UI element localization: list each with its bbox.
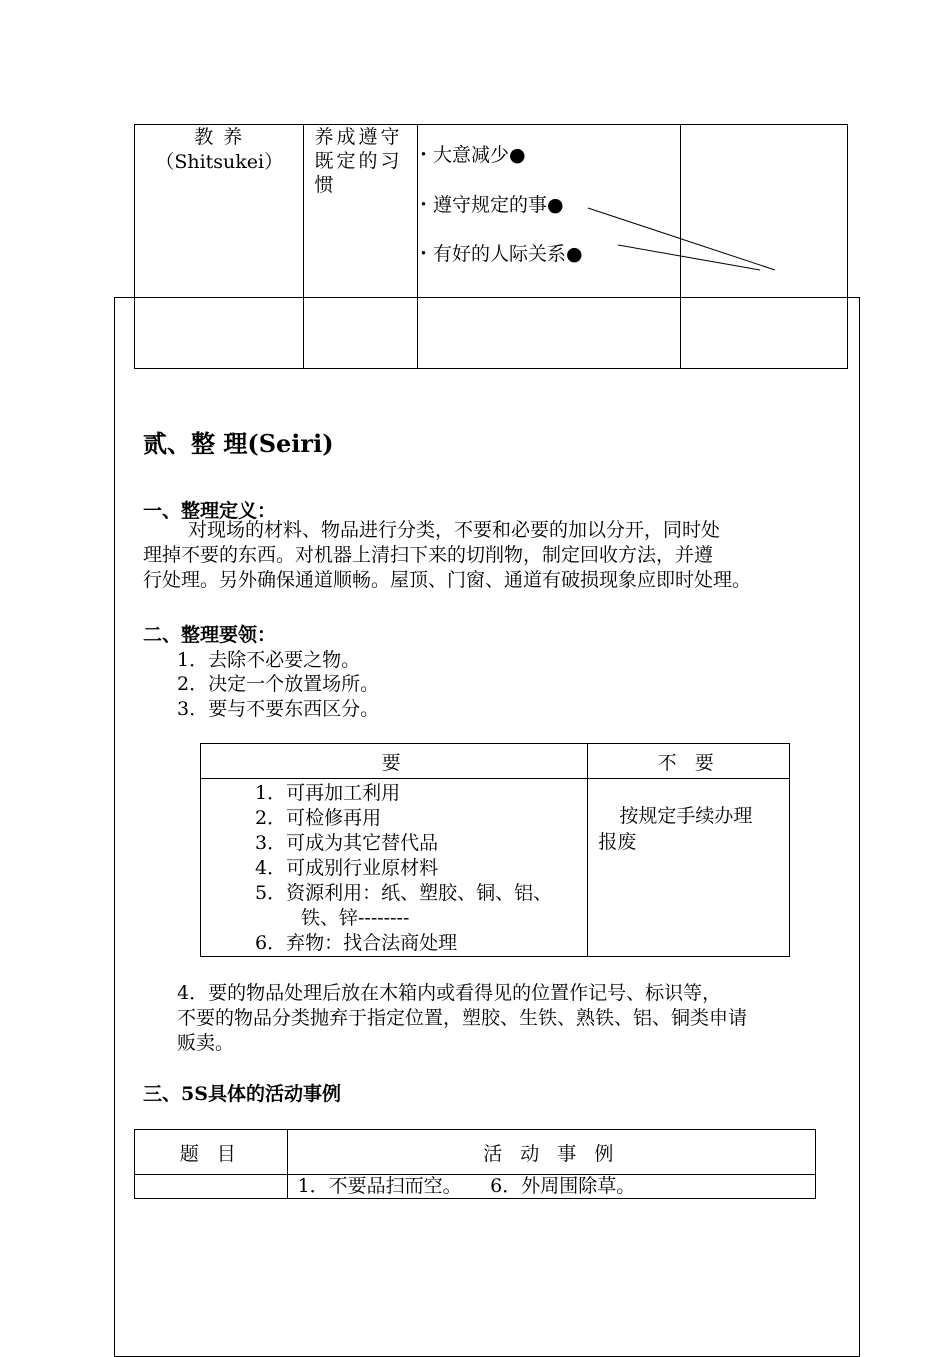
list-item: 2．决定一个放置场所。 bbox=[177, 673, 380, 695]
keep-item: 6．弃物：找合法商处理 bbox=[255, 932, 458, 954]
connector-line bbox=[588, 208, 775, 270]
section-title-essentials: 二、整理要领： bbox=[143, 624, 277, 646]
list-item: 3．要与不要东西区分。 bbox=[177, 698, 380, 720]
table-row bbox=[135, 1175, 816, 1199]
item-goal: 养成遵守既定的习惯 bbox=[314, 126, 403, 196]
keep-item: 4．可成别行业原材料 bbox=[255, 857, 439, 879]
chapter-heading: 贰、整 理(Seiri) bbox=[143, 429, 334, 458]
definition-line: 行处理。另外确保通道顺畅。屋顶、门窗、通道有破损现象应即时处理。 bbox=[143, 569, 752, 591]
keep-item: 2．可检修再用 bbox=[255, 807, 382, 829]
table-row bbox=[201, 779, 790, 957]
keep-item: 1．可再加工利用 bbox=[255, 782, 401, 804]
note-line: 4．要的物品处理后放在木箱内或看得见的位置作记号、标识等， bbox=[177, 982, 722, 1004]
empty-cell bbox=[304, 298, 417, 369]
item-name-cn: 教 养 bbox=[194, 126, 245, 148]
table-header-row bbox=[135, 1130, 816, 1175]
effect-bullet: ・有好的人际关系● bbox=[414, 243, 583, 265]
activity-examples-table bbox=[134, 1129, 816, 1199]
header-keep: 要 bbox=[201, 744, 588, 779]
discard-cell bbox=[588, 779, 790, 957]
section-title-definition: 一、整理定义： bbox=[143, 500, 277, 522]
section-title-examples: 三、5S具体的活动事例 bbox=[143, 1083, 341, 1105]
item-name-romaji: （Shitsukei） bbox=[155, 151, 284, 173]
note-line: 贩卖。 bbox=[177, 1032, 235, 1054]
discard-text: 按规定手续办理 bbox=[619, 805, 753, 827]
empty-cell bbox=[417, 298, 680, 369]
connector-lines bbox=[0, 0, 950, 300]
topic-cell bbox=[135, 1175, 288, 1199]
empty-cell bbox=[135, 298, 304, 369]
keep-item: 铁、锌-------- bbox=[301, 907, 410, 929]
list-item: 1．去除不必要之物。 bbox=[177, 649, 361, 671]
header-examples: 活 动 事 例 bbox=[287, 1130, 815, 1175]
effect-bullet: ・大意减少● bbox=[414, 144, 526, 166]
definition-line: 对现场的材料、物品进行分类，不要和必要的加以分开，同时处 bbox=[188, 519, 721, 541]
header-discard: 不 要 bbox=[588, 744, 790, 779]
note-line: 不要的物品分类抛弃于指定位置，塑胶、生铁、熟铁、铝、铜类申请 bbox=[177, 1007, 748, 1029]
examples-cell: 1．不要品扫而空。 6．外周围除草。 bbox=[287, 1175, 815, 1199]
table-header-row bbox=[201, 744, 790, 779]
effect-bullet: ・遵守规定的事● bbox=[414, 194, 564, 216]
definition-line: 理掉不要的东西。对机器上清扫下来的切削物，制定回收方法，并遵 bbox=[143, 544, 714, 566]
keep-item: 5．资源利用：纸、塑胶、铜、铝、 bbox=[255, 882, 553, 904]
discard-text: 报废 bbox=[598, 831, 637, 853]
header-topic: 题 目 bbox=[135, 1130, 288, 1175]
keep-cell bbox=[201, 779, 588, 957]
table-row bbox=[135, 298, 848, 369]
keep-item: 3．可成为其它替代品 bbox=[255, 832, 439, 854]
empty-cell bbox=[681, 298, 848, 369]
keep-discard-table bbox=[200, 743, 790, 957]
